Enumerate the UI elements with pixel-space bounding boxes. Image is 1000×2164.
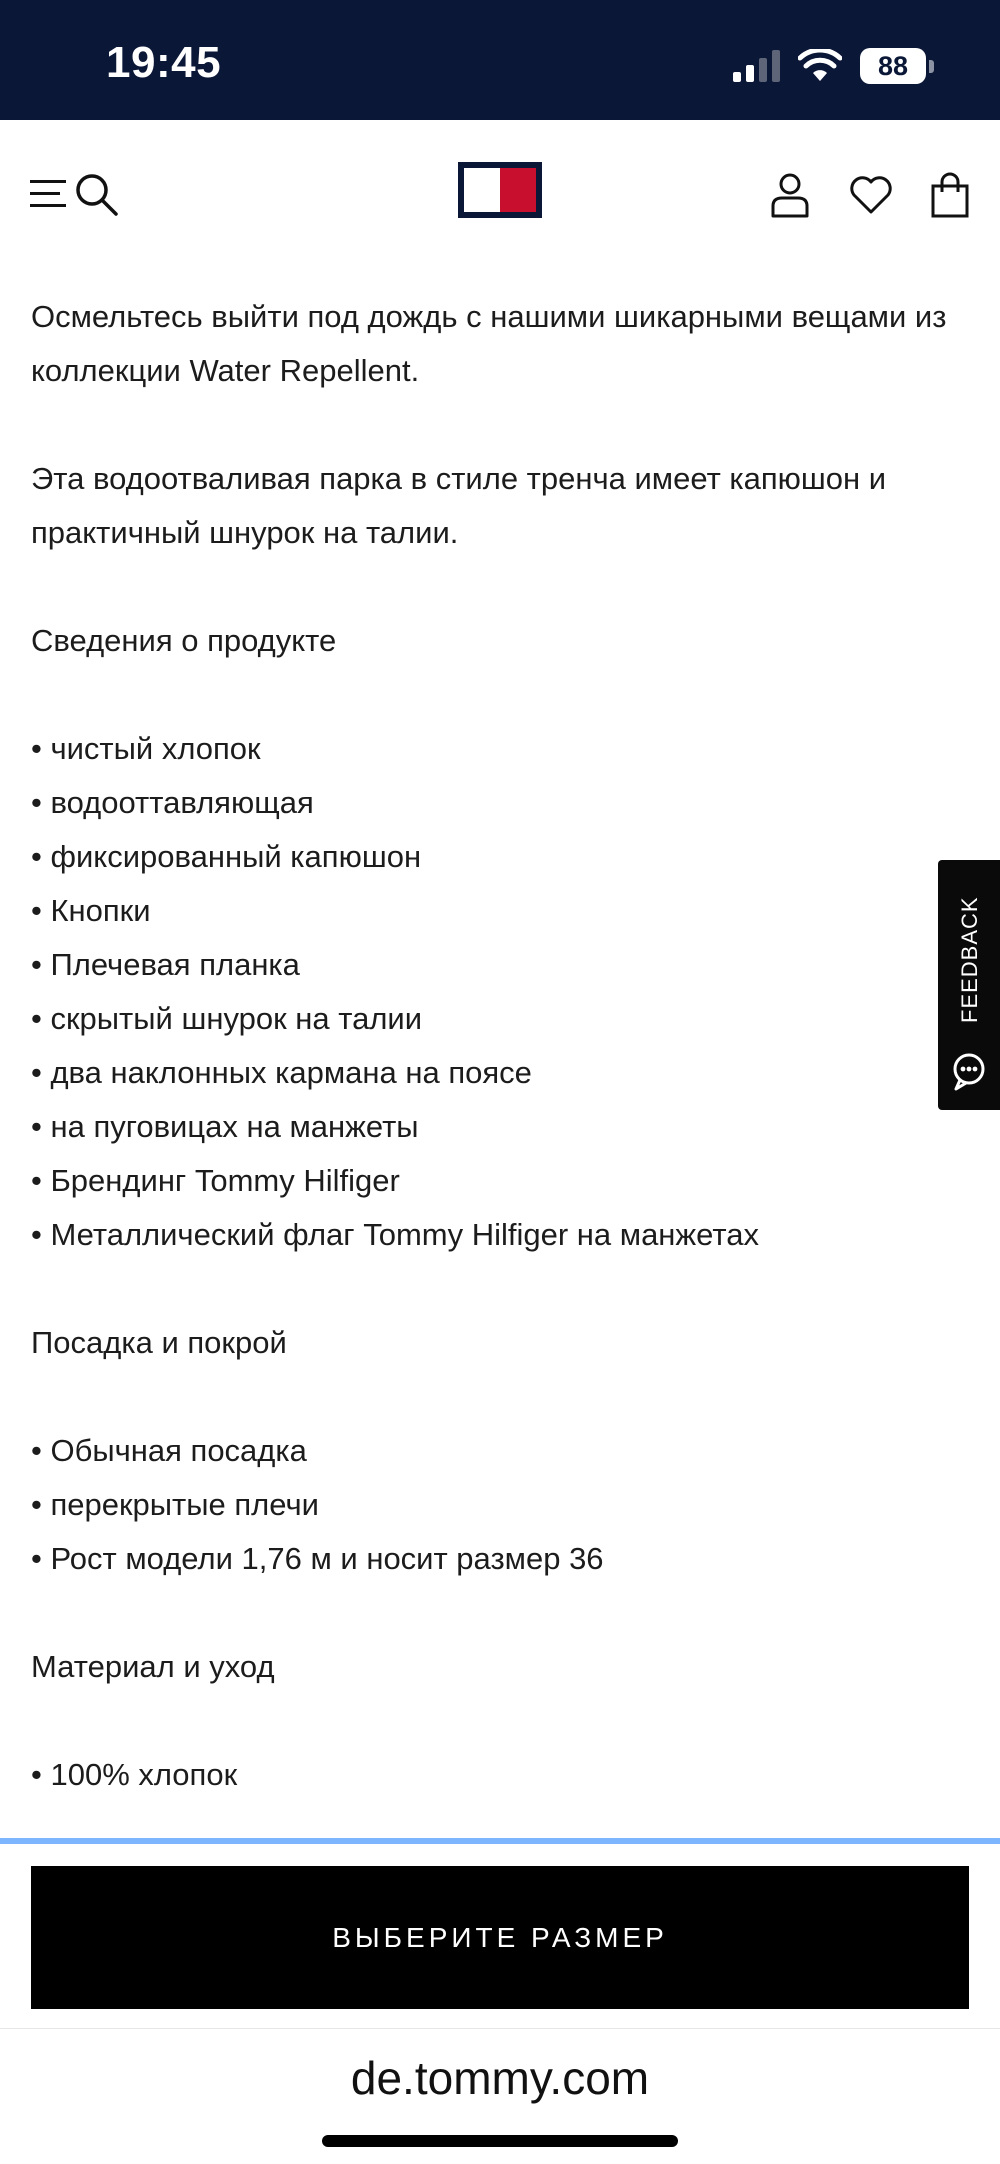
battery-level: 88 [860, 48, 926, 84]
signal-icon [733, 50, 780, 82]
list-item: • Металлический флаг Tommy Hilfiger на манжетах [31, 1217, 759, 1252]
list-item: • Кнопки [31, 893, 151, 928]
browser-url-bar[interactable] [0, 2028, 1000, 2164]
feedback-label: FEEDBACK [957, 896, 982, 1024]
battery-icon [860, 48, 934, 84]
list-item: • Брендинг Tommy Hilfiger [31, 1163, 400, 1198]
status-time: 19:45 [106, 38, 222, 87]
cart-button[interactable] [930, 172, 970, 218]
product-description [31, 290, 971, 1802]
heart-icon [848, 174, 894, 216]
status-icons [733, 48, 934, 84]
search-button[interactable] [72, 170, 120, 218]
search-icon [72, 170, 120, 218]
list-item: • водооттавляющая [31, 785, 314, 820]
list-item: • 100% хлопок [31, 1757, 238, 1792]
fit-heading: Посадка и покрой [31, 1325, 287, 1360]
brand-flag-logo[interactable] [458, 162, 542, 218]
list-item: • перекрытые плечи [31, 1487, 319, 1522]
list-item: • чистый хлопок [31, 731, 261, 766]
menu-button[interactable] [30, 176, 70, 212]
account-button[interactable] [770, 172, 810, 218]
feedback-tab[interactable] [938, 860, 1000, 1110]
status-bar [0, 0, 1000, 120]
site-header [0, 120, 1000, 272]
list-item: • фиксированный капюшон [31, 839, 422, 874]
list-item: • скрытый шнурок на талии [31, 1001, 423, 1036]
product-details-heading: Сведения о продукте [31, 623, 337, 658]
select-size-button[interactable]: ВЫБЕРИТЕ РАЗМЕР [31, 1866, 969, 2009]
list-item: • на пуговицах на манжеты [31, 1109, 419, 1144]
home-indicator[interactable] [322, 2135, 678, 2147]
list-item: • Плечевая планка [31, 947, 300, 982]
care-heading: Материал и уход [31, 1649, 275, 1684]
description-intro: Осмельтесь выйти под дождь с нашими шикарными вещами из коллекции Water Repellent. [31, 299, 947, 388]
url-text[interactable]: de.tommy.com [350, 2052, 650, 2104]
wishlist-button[interactable] [848, 174, 894, 216]
accent-divider [0, 1838, 1000, 1844]
description-summary: Эта водоотваливая парка в стиле тренча имеет капюшон и практичный шнурок на талии. [31, 461, 887, 550]
user-icon [770, 172, 810, 218]
bag-icon [930, 172, 970, 218]
chat-bubble-icon [952, 1052, 986, 1092]
menu-icon [30, 176, 70, 212]
list-item: • Обычная посадка [31, 1433, 307, 1468]
list-item: • Рост модели 1,76 м и носит размер 36 [31, 1541, 604, 1576]
wifi-icon [798, 49, 842, 83]
list-item: • два наклонных кармана на поясе [31, 1055, 532, 1090]
